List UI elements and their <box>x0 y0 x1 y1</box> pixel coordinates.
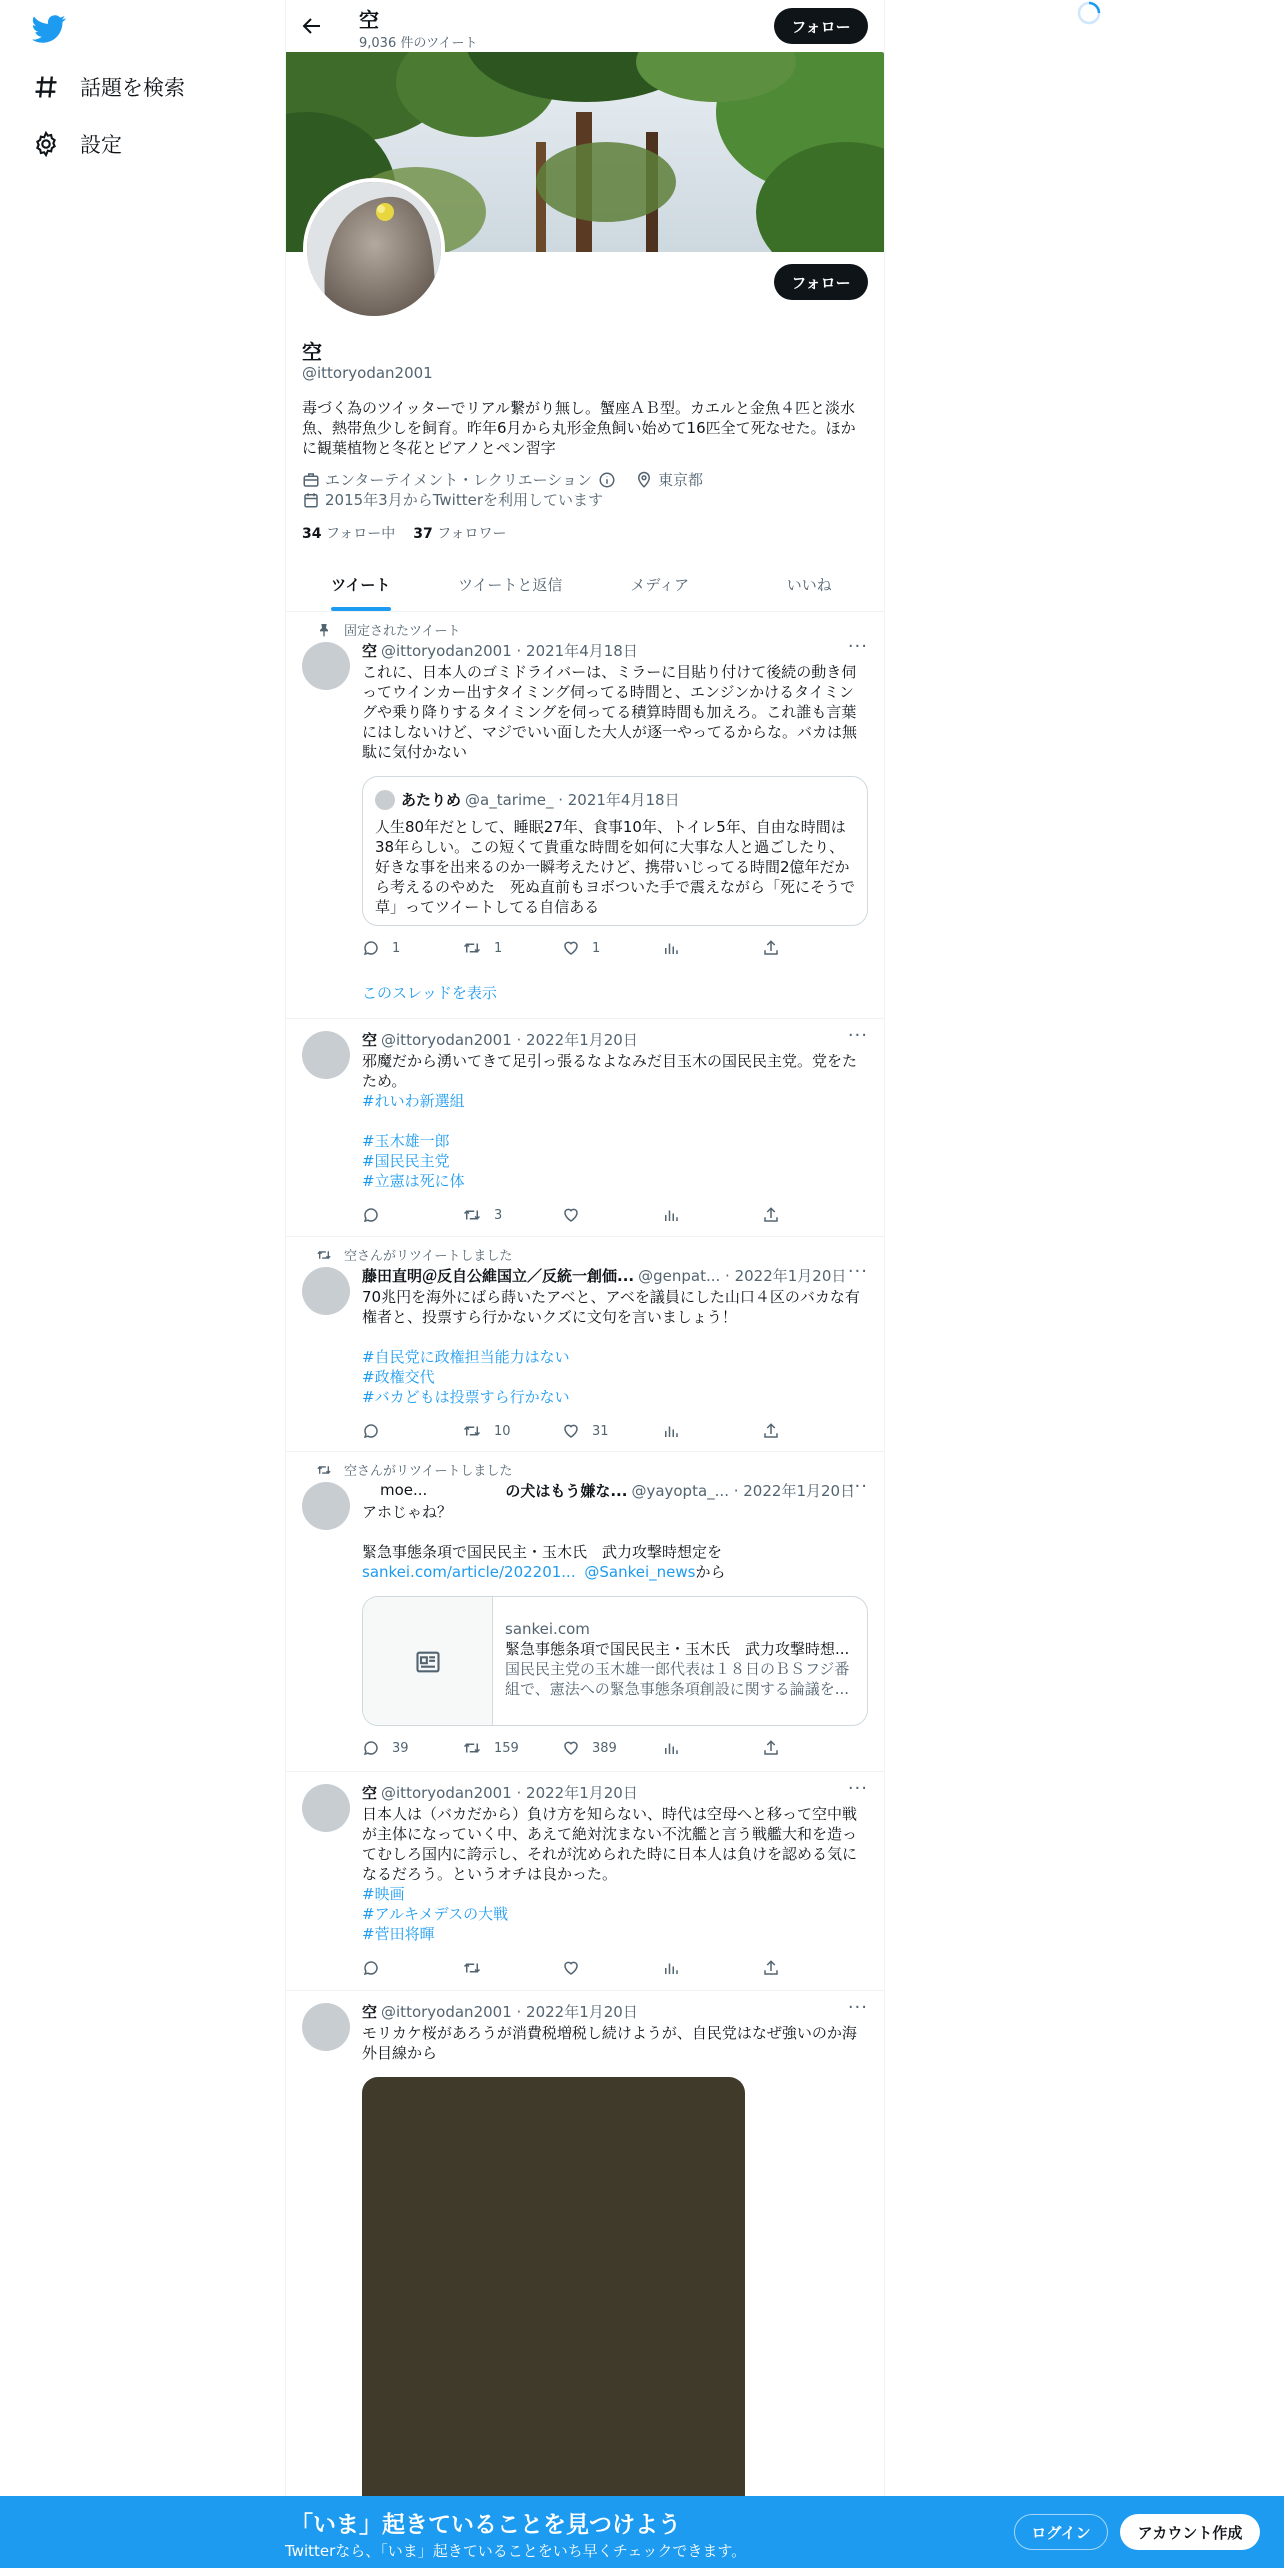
retweet-icon <box>462 1959 494 1977</box>
follow-stats <box>302 523 507 543</box>
reply-count: 1 <box>392 940 401 956</box>
tweet-item[interactable] <box>286 612 884 1019</box>
tab-media[interactable]: メディア <box>630 576 690 594</box>
like-icon <box>562 939 592 957</box>
profile-avatar[interactable] <box>303 178 445 320</box>
more-icon[interactable]: ··· <box>847 636 868 657</box>
more-icon[interactable]: ··· <box>847 1778 868 1799</box>
info-icon[interactable] <box>598 471 621 489</box>
tweet-text: 日本人は（バカだから）負け方を知らない、時代は空母へと移って空中戦が主体になっていく中、あえて絶対沈まない不沈艦と言う戦艦大和を造ってむしろ国内に誇示し、それが沈められた時に日本人は負けを認める気になるだろう。というオチは良かった。 <box>362 1805 858 1883</box>
avatar[interactable] <box>302 1031 350 1079</box>
profile-follow-button[interactable]: フォロー <box>774 264 868 300</box>
quote-author-name: あたりめ <box>401 791 462 809</box>
tab-tweets-and-replies[interactable]: ツイートと返信 <box>458 576 563 594</box>
tweet-actions <box>362 1205 782 1225</box>
hashtag-link[interactable]: #自民党に政権担当能力はない <box>362 1348 570 1366</box>
retweet-label: 空さんがリツイートしました <box>344 1464 513 1479</box>
profile-category: エンターテイメント・レクリエーション <box>325 471 593 489</box>
hashtag-link[interactable]: #立憲は死に体 <box>362 1172 465 1190</box>
following-label: フォロー中 <box>325 526 396 542</box>
profile-joined-row <box>302 489 603 510</box>
retweet-count: 1 <box>494 940 503 956</box>
login-button[interactable]: ログイン <box>1014 2514 1108 2550</box>
retweet-icon <box>462 1739 494 1757</box>
nav-settings-label: 設定 <box>80 133 122 157</box>
share-icon <box>762 939 792 957</box>
followers-label: フォロワー <box>437 526 507 542</box>
tweet-author-name[interactable]: 空 <box>362 641 378 660</box>
hashtag-link[interactable]: #バカどもは投票すら行かない <box>362 1388 570 1406</box>
retweet-button[interactable] <box>462 1421 542 1441</box>
analytics-button[interactable] <box>662 1205 742 1225</box>
hashtag-icon <box>32 73 60 101</box>
tweet-author-name[interactable]: 空 <box>362 1783 378 1802</box>
reply-icon <box>362 1739 392 1757</box>
mention-link[interactable]: @Sankei_news <box>584 1563 696 1581</box>
retweet-count: 159 <box>494 1740 519 1756</box>
profile-bio: 毒づく為のツイッターでリアル繋がり無し。蟹座ＡＢ型。カエルと金魚４匹と淡水魚、熱帯魚少しを飼育。昨年6月から丸形金魚飼い始めて16匹全て死なせた。ほかに観葉植物と冬花とピアノとペン習字 <box>302 399 856 457</box>
retweet-button[interactable] <box>462 1738 542 1758</box>
retweet-icon <box>316 1247 344 1263</box>
tweet-text: 緊急事態条項で国民民主・玉木氏 武力攻撃時想定を <box>362 1543 723 1561</box>
analytics-icon <box>662 1739 692 1757</box>
profile-tabs <box>286 558 884 612</box>
pinned-indicator <box>316 620 460 639</box>
share-button[interactable] <box>762 938 782 958</box>
hashtag-link[interactable]: #映画 <box>362 1885 405 1903</box>
tab-likes[interactable]: いいね <box>786 576 832 594</box>
bottom-bar-subtitle: Twitterなら、「いま」起きていることをいち早くチェックできます。 <box>285 2542 747 2560</box>
tweet-author-name[interactable]: 空 <box>362 2002 378 2021</box>
like-button[interactable] <box>562 1738 642 1758</box>
tweet-handle-date[interactable]: @genpat... · 2022年1月20日 <box>638 1266 847 1285</box>
hashtag-link[interactable]: #玉木雄一郎 <box>362 1132 450 1150</box>
tweet-handle-date[interactable]: @ittoryodan2001 · 2022年1月20日 <box>381 2002 638 2021</box>
share-button[interactable] <box>762 1421 782 1441</box>
tweet-count: 9,036 件のツイート <box>359 36 478 51</box>
profile-header-bar <box>286 0 884 52</box>
like-count: 389 <box>592 1740 617 1756</box>
analytics-icon <box>662 1422 692 1440</box>
like-count: 31 <box>592 1423 609 1439</box>
loading-spinner-icon <box>1076 0 1102 26</box>
hashtag-link[interactable]: #れいわ新選組 <box>362 1092 465 1110</box>
retweet-icon <box>462 1422 494 1440</box>
retweet-label: 空さんがリツイートしました <box>344 1249 513 1264</box>
tweet-author-name[interactable]: 空 <box>362 1030 378 1049</box>
tweet-item[interactable] <box>286 1991 884 2496</box>
briefcase-icon <box>302 471 325 489</box>
news-icon <box>363 1597 493 1726</box>
header-follow-button[interactable]: フォロー <box>774 8 868 44</box>
tweet-handle-date[interactable]: @ittoryodan2001 · 2022年1月20日 <box>381 1030 638 1049</box>
tweet-text: 70兆円を海外にばら蒔いたアベと、アベを議員にした山口４区のバカな有権者と、投票すら行かないクズに文句を言いましょう！ <box>362 1288 860 1326</box>
following-link[interactable] <box>302 523 395 543</box>
avatar[interactable] <box>302 2003 350 2051</box>
card-title: 緊急事態条項で国民民主・玉木氏 武力攻撃時想... <box>505 1640 850 1658</box>
tweet-author-name-part[interactable]: moe... <box>380 1481 428 1499</box>
following-count: 34 <box>302 526 322 542</box>
more-icon[interactable]: ··· <box>847 1476 868 1497</box>
retweet-button[interactable] <box>462 1205 542 1225</box>
retweet-icon <box>316 1462 344 1478</box>
more-icon[interactable]: ··· <box>847 1997 868 2018</box>
reply-button[interactable] <box>362 1738 442 1758</box>
retweet-icon <box>462 939 494 957</box>
avatar[interactable] <box>302 1482 350 1530</box>
tweet-author-name-part[interactable]: の犬はもう嫌な... <box>505 1481 628 1500</box>
followers-count: 37 <box>413 526 433 542</box>
link-suffix: から <box>695 1563 726 1581</box>
twitter-logo-icon[interactable] <box>32 12 66 46</box>
reply-icon <box>362 1959 392 1977</box>
share-button[interactable] <box>762 1738 782 1758</box>
tweet-item[interactable] <box>286 1772 884 1991</box>
share-icon <box>762 1206 792 1224</box>
quoted-tweet[interactable] <box>362 776 868 926</box>
reply-count: 39 <box>392 1740 409 1756</box>
analytics-button[interactable] <box>662 1958 742 1978</box>
tweet-media-image[interactable] <box>362 2077 745 2517</box>
calendar-icon <box>302 491 325 509</box>
reply-icon <box>362 1206 392 1224</box>
tab-tweets[interactable]: ツイート <box>286 558 436 611</box>
profile-joined: 2015年3月からTwitterを利用しています <box>325 491 603 509</box>
retweet-icon <box>462 1206 494 1224</box>
tweet-text: これに、日本人のゴミドライバーは、ミラーに目貼り付けて後続の動き伺ってウインカー出すタイミング伺ってる時間と、エンジンかけるタイミングや乗り降りするタイミングを伺ってる積算時間も加えろ。これ誰も言葉にはしないけど、マジでいい面した大人が逐一やってるからな。バカは無駄に気付かない <box>362 663 858 761</box>
like-icon <box>562 1206 592 1224</box>
tweet-handle-date[interactable]: @ittoryodan2001 · 2022年1月20日 <box>381 1783 638 1802</box>
header-name: 空 <box>359 8 379 32</box>
retweet-button[interactable] <box>462 1958 542 1978</box>
like-icon <box>562 1739 592 1757</box>
reply-icon <box>362 939 392 957</box>
profile-name: 空 <box>302 340 322 364</box>
retweet-indicator <box>316 1460 512 1479</box>
reply-button[interactable] <box>362 1421 442 1441</box>
share-icon <box>762 1739 792 1757</box>
like-count: 1 <box>592 940 601 956</box>
tweet-author-name[interactable]: 藤田直明＠反自公維国立／反統一創価... <box>362 1266 635 1285</box>
hashtag-link[interactable]: #国民民主党 <box>362 1152 450 1170</box>
tweet-actions <box>362 938 782 958</box>
retweet-count: 3 <box>494 1207 503 1223</box>
retweet-indicator <box>316 1245 512 1264</box>
quote-text: 人生80年だとして、睡眠27年、食事10年、トイレ5年、自由な時間は38年らしい。この短くて貴重な時間を如何に大事な人と過ごしたり、好きな事を出来るのか一瞬考えたけど、携帯いじってる時間2億年だから考えるのやめた 死ぬ直前もヨボついた手で震えながら「死にそうで草」ってツイートしてる自信ある <box>375 818 856 916</box>
like-button[interactable] <box>562 1205 642 1225</box>
followers-link[interactable] <box>413 523 506 543</box>
analytics-button[interactable] <box>662 938 742 958</box>
nav-settings[interactable] <box>32 124 122 164</box>
tweet-actions <box>362 1738 782 1758</box>
tweet-item[interactable] <box>286 1237 884 1452</box>
location-icon <box>635 471 658 489</box>
reply-button[interactable] <box>362 1205 442 1225</box>
like-icon <box>562 1959 592 1977</box>
more-icon[interactable]: ··· <box>847 1261 868 1282</box>
share-icon <box>762 1422 792 1440</box>
avatar[interactable] <box>302 642 350 690</box>
back-arrow-icon[interactable] <box>300 14 324 38</box>
avatar[interactable] <box>302 1267 350 1315</box>
card-domain: sankei.com <box>505 1620 590 1638</box>
like-icon <box>562 1422 592 1440</box>
profile-location: 東京都 <box>658 471 704 489</box>
share-button[interactable] <box>762 1958 782 1978</box>
tweet-handle-date[interactable]: @yayopta_... · 2022年1月20日 <box>631 1481 856 1500</box>
link-card[interactable] <box>362 1596 868 1726</box>
hashtag-link[interactable]: #アルキメデスの大戦 <box>362 1905 509 1923</box>
nav-explore-label: 話題を検索 <box>80 76 185 100</box>
share-button[interactable] <box>762 1205 782 1225</box>
main-column <box>285 0 885 2496</box>
like-button[interactable] <box>562 1421 642 1441</box>
signup-button[interactable]: アカウント作成 <box>1120 2514 1260 2550</box>
avatar[interactable] <box>302 1784 350 1832</box>
tweet-actions <box>362 1958 782 1978</box>
analytics-icon <box>662 1959 692 1977</box>
like-button[interactable] <box>562 938 642 958</box>
show-thread-link[interactable]: このスレッドを表示 <box>362 984 497 1002</box>
tweet-text: モリカケ桜があろうが消費税増税し続けようが、自民党はなぜ強いのか海外目線から <box>362 2024 857 2062</box>
signup-bottom-bar <box>0 2496 1284 2568</box>
tweet-actions <box>362 1421 782 1441</box>
hashtag-spacer <box>362 1111 868 1131</box>
profile-handle: @ittoryodan2001 <box>302 364 433 382</box>
like-button[interactable] <box>562 1958 642 1978</box>
pin-icon <box>316 622 344 638</box>
article-link[interactable]: sankei.com/article/202201... <box>362 1563 576 1581</box>
profile-meta-row <box>302 469 703 490</box>
tweet-item[interactable] <box>286 1019 884 1237</box>
gear-icon <box>32 130 60 158</box>
reply-icon <box>362 1422 392 1440</box>
analytics-button[interactable] <box>662 1421 742 1441</box>
hashtag-link[interactable]: #政権交代 <box>362 1368 435 1386</box>
quote-handle-date: @a_tarime_ · 2021年4月18日 <box>465 791 680 809</box>
reply-button[interactable] <box>362 1958 442 1978</box>
retweet-count: 10 <box>494 1423 511 1439</box>
tweet-text: 邪魔だから湧いてきて足引っ張るなよなみだ目玉木の国民民主党。党をたため。 <box>362 1052 858 1090</box>
tweet-handle-date[interactable]: @ittoryodan2001 · 2021年4月18日 <box>381 641 638 660</box>
retweet-button[interactable] <box>462 938 542 958</box>
pinned-label: 固定されたツイート <box>344 624 461 639</box>
analytics-button[interactable] <box>662 1738 742 1758</box>
analytics-icon <box>662 1206 692 1224</box>
quote-avatar <box>375 790 395 810</box>
nav-explore[interactable] <box>32 67 185 107</box>
reply-button[interactable] <box>362 938 442 958</box>
more-icon[interactable]: ··· <box>847 1025 868 1046</box>
bottom-bar-title: 「いま」起きていることを見つけよう <box>290 2512 681 2538</box>
analytics-icon <box>662 939 692 957</box>
card-description: 国民民主党の玉木雄一郎代表は１８日のＢＳフジ番組で、憲法への緊急事態条項創設に関する論議を... <box>505 1660 850 1698</box>
share-icon <box>762 1959 792 1977</box>
tweet-item[interactable] <box>286 1452 884 1772</box>
hashtag-link[interactable]: #菅田将暉 <box>362 1925 435 1943</box>
tweet-text: アホじゃね？ <box>362 1503 453 1521</box>
